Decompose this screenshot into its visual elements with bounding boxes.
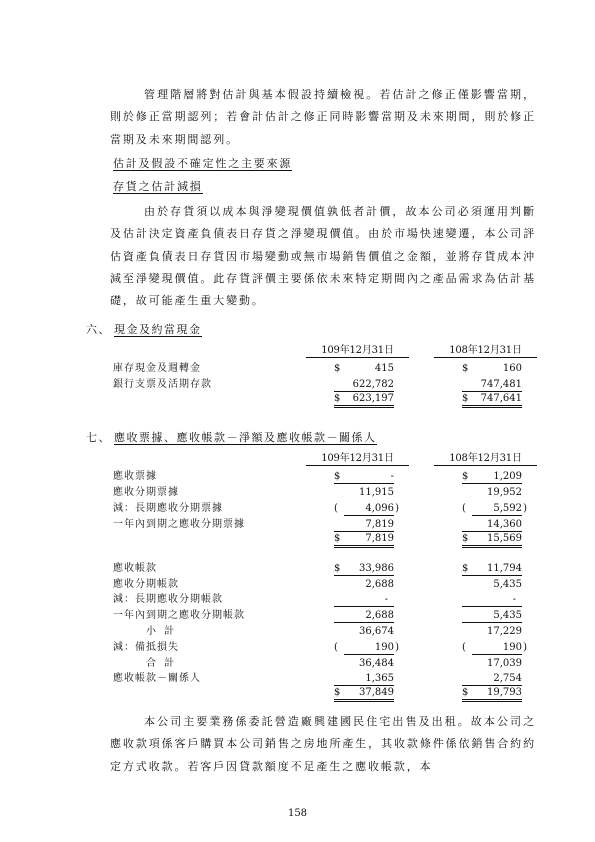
table-cell: $ - bbox=[334, 471, 394, 482]
table-cell: 622,782 bbox=[334, 378, 394, 392]
table-row-label: 減：長期應收分期票據 bbox=[113, 503, 223, 514]
table-cell: 17,039 bbox=[487, 658, 522, 669]
table-row-label: 一年內到期之應收分期帳款 bbox=[113, 610, 245, 621]
table-cell: $ 1,209 bbox=[462, 471, 522, 482]
intro-paragraph: 管理階層將對估計與基本假設持續檢視。若估計之修正僅影響當期，則於修正當期認列；若會計估計之修正同時影響當期及未來期間，則於修正當期及未來期間認列。 bbox=[110, 88, 536, 146]
section6-col1-header: 109年12月31日 bbox=[306, 344, 409, 358]
table-cell: ( 5,592 ) bbox=[462, 503, 527, 514]
table-cell: 1,365 bbox=[334, 672, 394, 686]
table-cell: - bbox=[334, 593, 394, 607]
table-row-label: 應收帳款 bbox=[113, 563, 157, 574]
section7-title: 應收票據、應收帳款－淨額及應收帳款－關係人 bbox=[114, 431, 377, 444]
table-total-cell: $ 747,641 bbox=[462, 392, 522, 408]
table-total-cell: $ 7,819 bbox=[334, 532, 394, 548]
table-cell: 2,688 bbox=[334, 609, 394, 623]
table-cell: 7,819 bbox=[334, 518, 394, 532]
table-row-label: 小計 bbox=[146, 626, 182, 637]
table-cell: 14,360 bbox=[462, 518, 522, 532]
table-cell: $ 33,986 bbox=[334, 563, 394, 574]
section6-number: 六、 bbox=[86, 323, 111, 336]
table-cell: $ 415 bbox=[334, 363, 394, 374]
table-cell: 19,952 bbox=[487, 487, 522, 498]
table-total-cell: $ 15,569 bbox=[462, 532, 522, 548]
section7-col1-header: 109年12月31日 bbox=[306, 452, 409, 466]
table-cell: $ 160 bbox=[462, 363, 522, 374]
section7-col2-header: 108年12月31日 bbox=[434, 452, 537, 466]
inventory-subheading: 存貨之估計減損 bbox=[113, 180, 203, 193]
table-row-label: 合計 bbox=[146, 658, 182, 669]
table-cell: 36,674 bbox=[359, 626, 394, 637]
table-row-label: 應收票據 bbox=[113, 471, 157, 482]
table-cell: ( 190 ) bbox=[334, 642, 399, 653]
table-row-label: 應收分期票據 bbox=[113, 487, 179, 498]
table-cell: 5,435 bbox=[462, 609, 522, 623]
inventory-paragraph: 由於存貨須以成本與淨變現價值孰低者計價，故本公司必須運用判斷及估計決定資產負債表日存貨之淨變現價值。由於市場快速變遷，本公司評估資產負債表日存貨因市場變動或無市場銷售價值之金額，並將存貨成本沖減至淨變現價值。此存貨評價主要係依未來特定期間內之產品需求為估計基礎，故可能產生重大變動。 bbox=[110, 205, 536, 308]
table-row-label: 銀行支票及活期存款 bbox=[113, 379, 212, 390]
table-cell: 747,481 bbox=[462, 378, 522, 392]
section7-number: 七、 bbox=[86, 431, 111, 444]
table-cell: $ 11,794 bbox=[462, 563, 522, 574]
table-row-label: 庫存現金及週轉金 bbox=[113, 363, 201, 374]
section6-title: 現金及約當現金 bbox=[114, 323, 202, 336]
table-cell: 11,915 bbox=[359, 487, 394, 498]
estimates-heading: 估計及假設不確定性之主要來源 bbox=[113, 157, 293, 170]
table-cell: ( 4,096 ) bbox=[334, 503, 399, 514]
page-number: 158 bbox=[287, 808, 308, 819]
table-row-label: 一年內到期之應收分期票據 bbox=[113, 519, 245, 530]
table-row-label: 減：長期應收分期帳款 bbox=[113, 594, 223, 605]
table-cell: 2,754 bbox=[462, 672, 522, 686]
table-row-label: 減：備抵損失 bbox=[113, 642, 179, 653]
table-total-cell: $ 19,793 bbox=[462, 686, 522, 702]
table-cell: 17,229 bbox=[487, 626, 522, 637]
table-row-label: 應收分期帳款 bbox=[113, 579, 179, 590]
table-cell: - bbox=[462, 593, 522, 607]
table-row-label: 應收帳款－關係人 bbox=[113, 673, 201, 684]
table-cell: 36,484 bbox=[359, 658, 394, 669]
table-cell: 2,688 bbox=[365, 579, 394, 590]
closing-paragraph: 本公司主要業務係委託營造廠興建國民住宅出售及出租。故本公司之應收款項係客戶購買本公司銷售之房地所產生，其收款條件係依銷售合約約定方式收款。若客戶因貸款額度不足產生之應收帳款，本 bbox=[110, 715, 536, 773]
table-cell: 5,435 bbox=[493, 579, 522, 590]
section6-col2-header: 108年12月31日 bbox=[434, 344, 537, 358]
table-cell: ( 190 ) bbox=[462, 642, 527, 653]
table-total-cell: $ 623,197 bbox=[334, 392, 394, 408]
table-total-cell: $ 37,849 bbox=[334, 686, 394, 702]
